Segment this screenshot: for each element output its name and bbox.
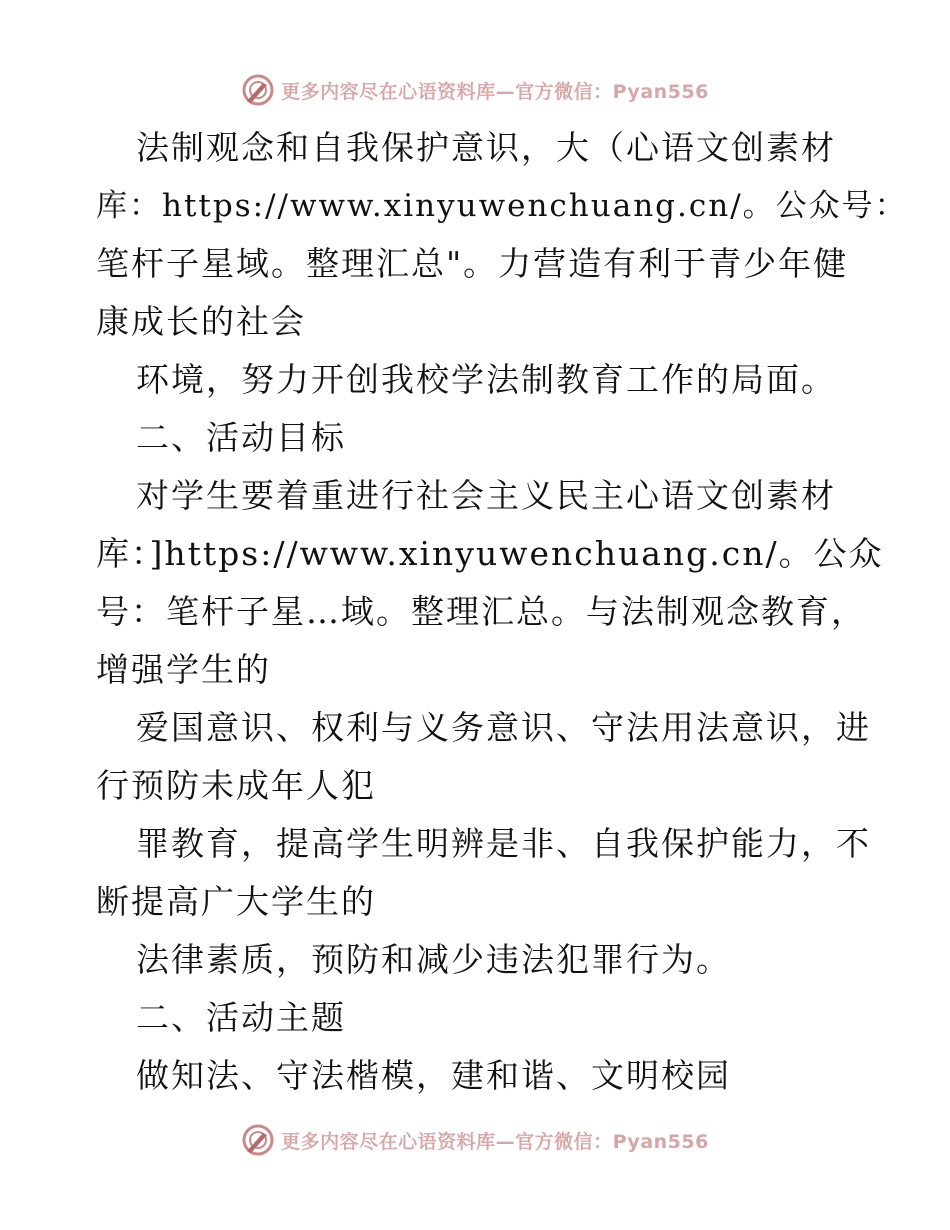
- section-heading: 二、活动目标: [136, 418, 346, 457]
- text-line: 法律素质，预防和减少违法犯罪行为。: [136, 940, 731, 979]
- text-line: 笔杆子星域。整理汇总"。力营造有利于青少年健: [96, 244, 849, 283]
- pen-logo-icon: [241, 1123, 275, 1157]
- footer-banner: [0, 1122, 950, 1158]
- text-line: 罪教育，提高学生明辨是非、自我保护能力，不: [136, 824, 871, 863]
- text-line: 库：]https://www.xinyuwenchuang.cn/。公众: [96, 534, 884, 573]
- text-line: 增强学生的: [96, 650, 271, 689]
- text-line: 对学生要着重进行社会主义民主心语文创素材: [136, 476, 836, 515]
- text-line: 环境，努力开创我校学法制教育工作的局面。: [136, 360, 836, 399]
- text-line: 爱国意识、权利与义务意识、守法用法意识，进: [136, 708, 871, 747]
- text-line: 康成长的社会: [96, 302, 306, 341]
- header-banner-text: 更多内容尽在心语资料库—官方微信：Pyan556: [281, 80, 709, 103]
- text-line: 行预防未成年人犯: [96, 766, 376, 805]
- pen-logo-icon: [241, 73, 275, 107]
- section-heading: 二、活动主题: [136, 998, 346, 1037]
- text-line: 法制观念和自我保护意识，大（心语文创素材: [136, 128, 836, 167]
- header-banner: [0, 72, 950, 108]
- text-line: 做知法、守法楷模，建和谐、文明校园: [136, 1056, 731, 1095]
- text-line: 断提高广大学生的: [96, 882, 376, 921]
- footer-banner-text: 更多内容尽在心语资料库—官方微信：Pyan556: [281, 1130, 709, 1153]
- text-line: 号：笔杆子星…域。整理汇总。与法制观念教育，: [96, 592, 866, 631]
- text-line: 库：https://www.xinyuwenchuang.cn/。公众号：: [96, 188, 908, 224]
